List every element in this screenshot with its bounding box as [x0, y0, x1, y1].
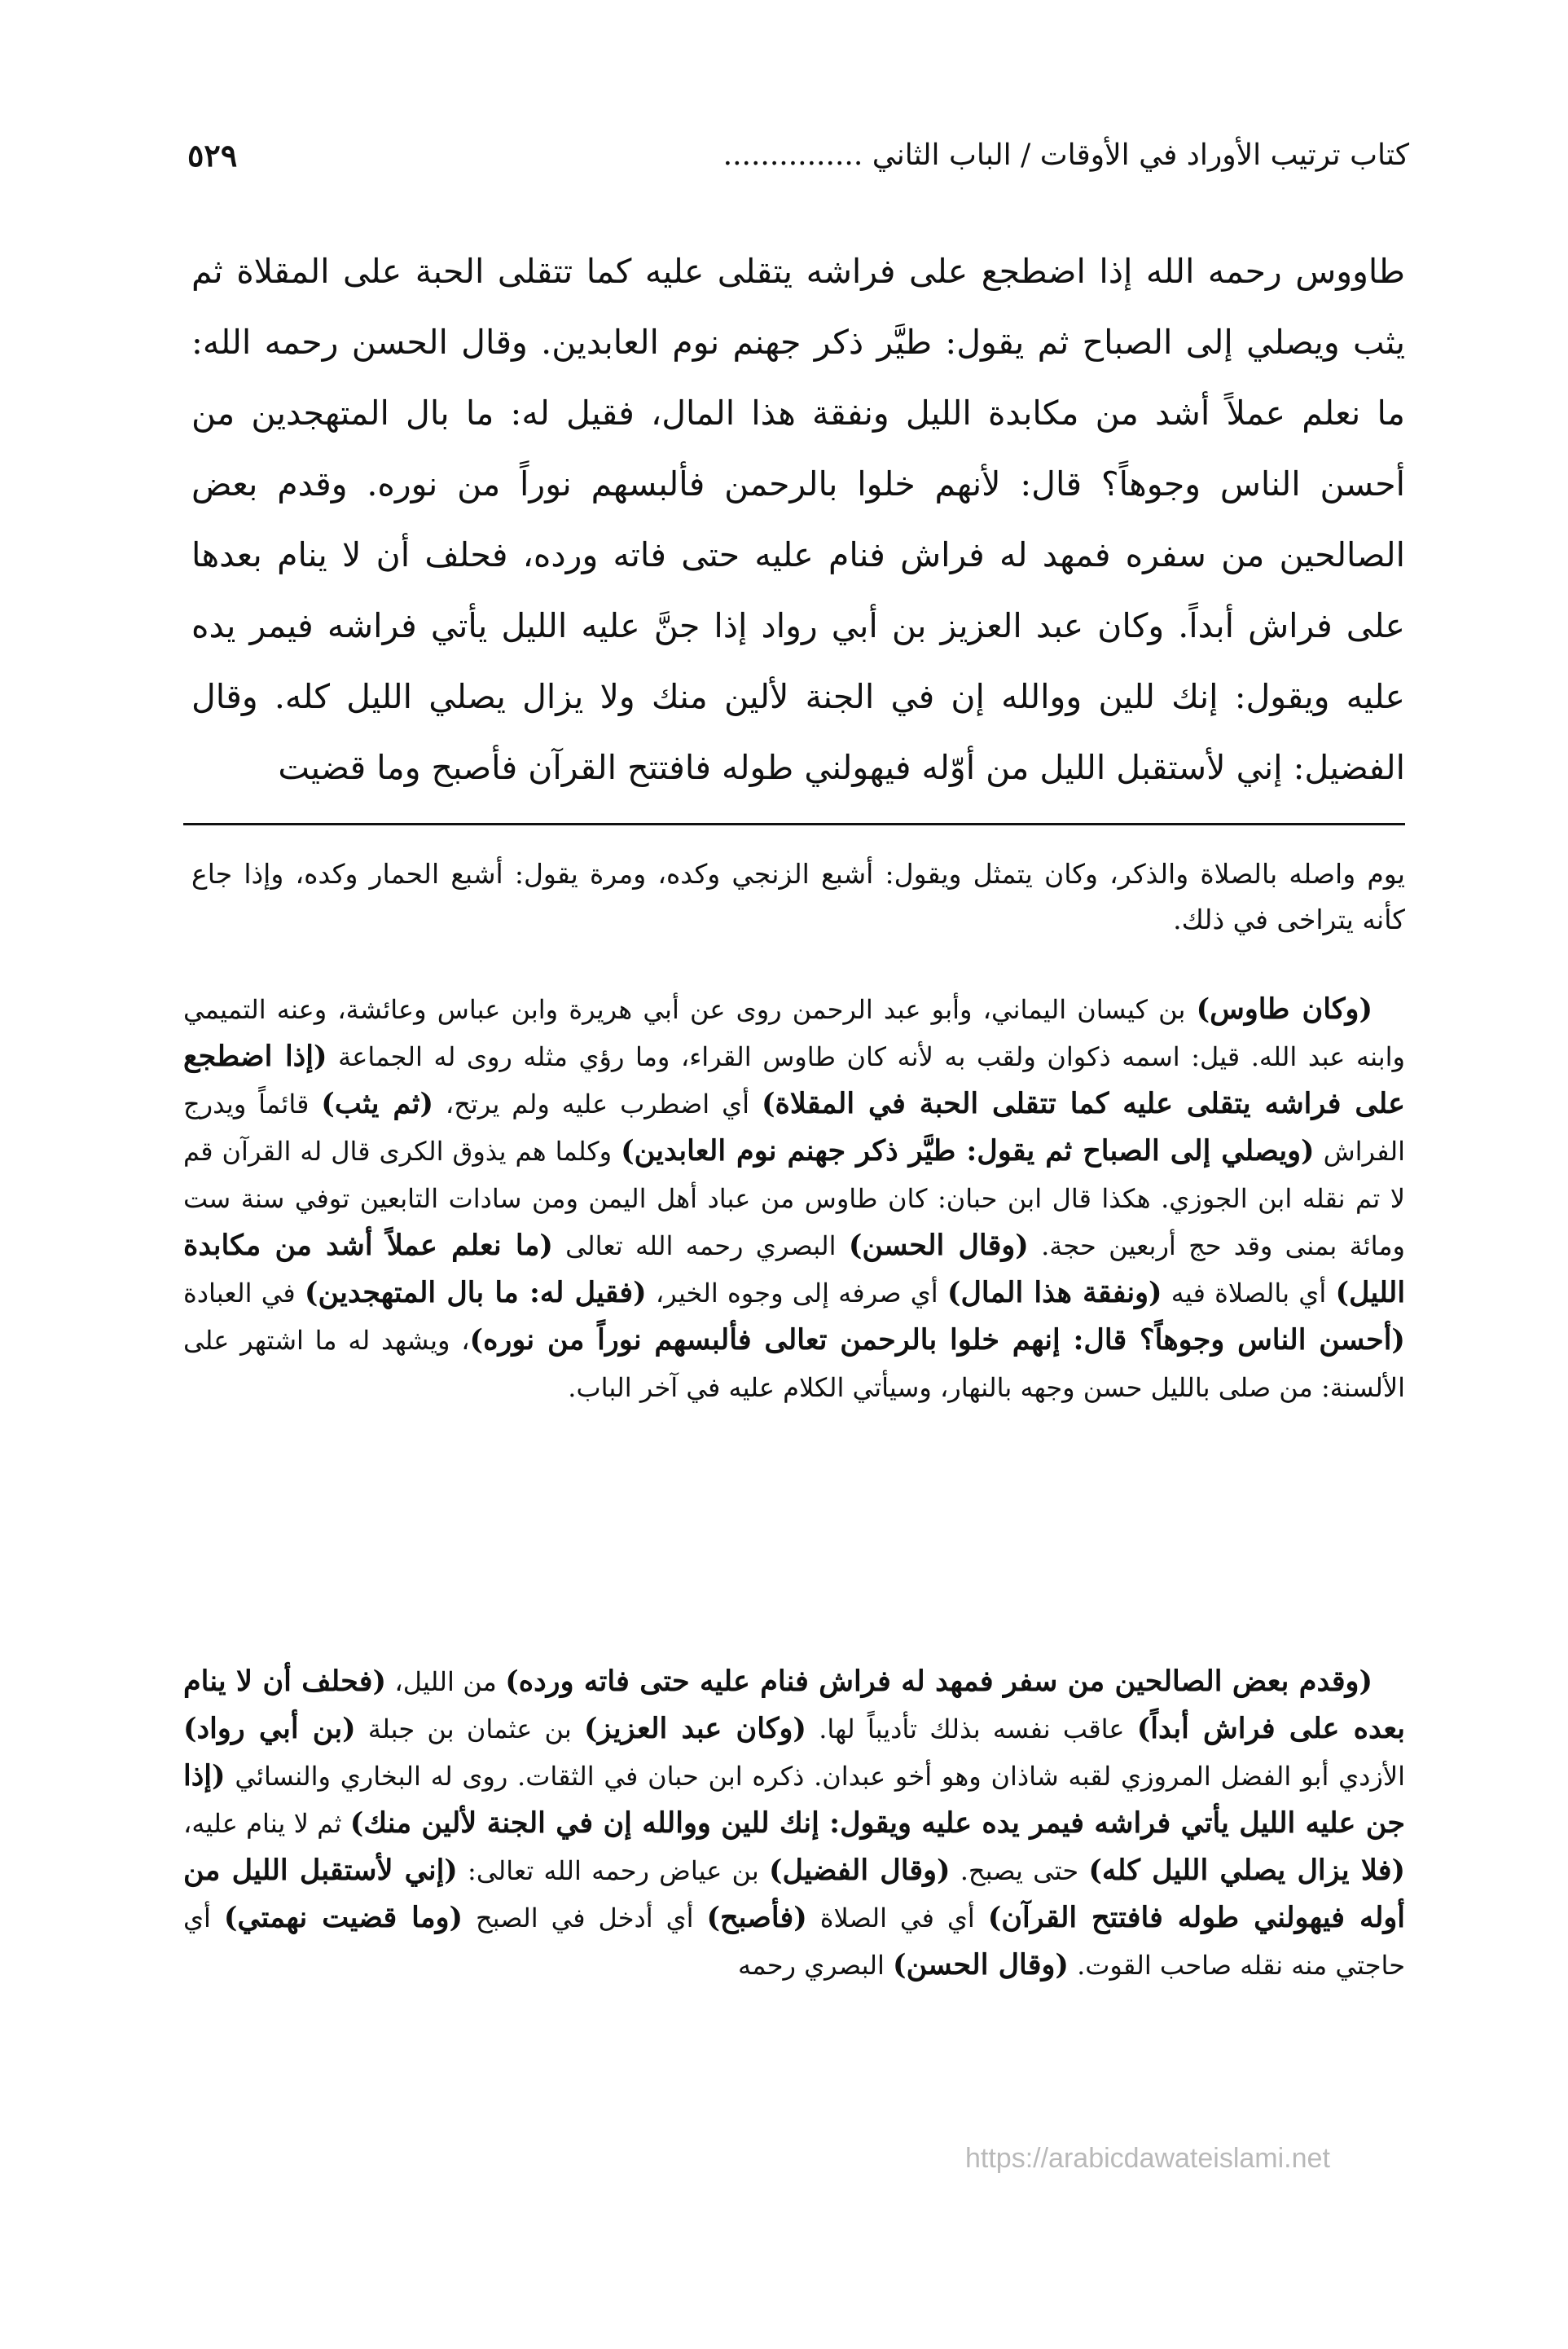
commentary-text: أي في الصلاة: [806, 1903, 988, 1933]
commentary-text: أي حاجتي منه نقله صاحب القوت.: [183, 1903, 1405, 1981]
chapter-title: كتاب ترتيب الأوراد في الأوقات / الباب الثاني ...............: [723, 138, 1409, 172]
commentary-text: عاقب نفسه بذلك تأديباً لها.: [806, 1713, 1137, 1744]
commentary-text: أي اضطرب عليه ولم يرتح،: [433, 1089, 762, 1120]
commentary-text: في العبادة: [183, 1278, 305, 1309]
commentary-text: الأزدي أبو الفضل المروزي لقبه شاذان وهو أخو عبدان. ذكره ابن حبان في الثقات. روى له البخاري والنسائي: [225, 1761, 1405, 1792]
quoted-matn-text: (ونفقة هذا المال): [947, 1276, 1162, 1309]
commentary-text: ثم لا ينام عليه،: [183, 1808, 350, 1839]
quoted-matn-text: (وكان طاوس): [1196, 992, 1373, 1026]
quoted-matn-text: (فقيل له: ما بال المتهجدين): [304, 1276, 647, 1309]
main-paragraph: طاووس رحمه الله إذا اضطجع على فراشه يتقلى عليه كما تتقلى الحبة على المقلاة ثم يثب ويصلي إلى الصباح ثم يقول: طيَّر ذكر جهنم نوم العابدين. وقال الحسن رحمه الله: ما نعلم عملاً أشد من مكابدة الليل ونفقة هذا المال، فقيل له: ما بال المتهجدين من أحسن الناس وجوهاً؟ قال: لأنهم خلوا بالرحمن فألبسهم نوراً من نوره. وقدم بعض الصالحين من سفره فمهد له فراش فنام عليه حتى فاته ورده، فحلف أن لا ينام بعدها على فراش أبداً. وكان عبد العزيز بن أبي رواد إذا جنَّ عليه الليل يأتي فراشه فيمر يده عليه ويقول: إنك للين ووالله إن في الجنة لألين منك ولا يزال يصلي الليل كله. وقال الفضيل: إني لأستقبل الليل من أوّله فيهولني طوله فافتتح القرآن فأصبح وما قضيت: [191, 252, 1405, 787]
commentary-text: حتى يصبح.: [950, 1855, 1089, 1886]
commentary-text: من الليل،: [386, 1666, 506, 1697]
commentary-paragraph: [183, 1658, 1405, 1989]
quoted-matn-text: (وكان عبد العزيز): [584, 1712, 806, 1745]
commentary-text: أي بالصلاة فيه: [1162, 1278, 1336, 1309]
commentary-text: قائماً ويدرج الفراش: [183, 1089, 1406, 1167]
footnote: [191, 851, 1405, 943]
commentary-text: أي صرفه إلى وجوه الخير،: [646, 1278, 947, 1309]
commentary-text: بن عثمان بن جبلة: [355, 1713, 585, 1744]
quoted-matn-text: (بن أبي رواد): [183, 1712, 356, 1745]
quoted-matn-text: (إني لأستقبل الليل من أوله فيهولني طوله فافتتح القرآن): [183, 1854, 1405, 1934]
commentary-text: البصري رحمه: [738, 1950, 894, 1981]
quoted-matn-text: (وقال الحسن): [848, 1229, 1029, 1262]
separator-rule: [183, 823, 1405, 825]
quoted-matn-text: (فلا يزال يصلي الليل كله): [1088, 1854, 1406, 1887]
quoted-matn-text: (فحلف أن لا ينام بعده على فراش أبداً): [183, 1665, 1405, 1745]
commentary-text: ، ويشهد له ما اشتهر على الألسنة: من صلى بالليل حسن وجهه بالنهار، وسيأتي الكلام عليه في آخر الباب.: [183, 1325, 1405, 1403]
watermark-url: https://arabicdawateislami.net: [965, 2143, 1330, 2174]
footnote-text: يوم واصله بالصلاة والذكر، وكان يتمثل ويقول: أشبع الزنجي وكده، ومرة يقول: أشبع الحمار وكده، وإذا جاع كأنه يتراخى في ذلك.: [191, 858, 1405, 935]
commentary-section-1: [183, 986, 1405, 1411]
quoted-matn-text: (أحسن الناس وجوهاً؟ قال: إنهم خلوا بالرحمن تعالى فألبسهم نوراً من نوره): [469, 1323, 1405, 1357]
commentary-text: أي أدخل في الصبح: [463, 1903, 707, 1933]
main-text: [191, 236, 1405, 803]
quoted-matn-text: (إذا جن عليه الليل يأتي فراشه فيمر يده عليه ويقول: إنك للين ووالله إن في الجنة لألين منك): [183, 1759, 1406, 1840]
running-header: [187, 130, 1409, 179]
quoted-matn-text: (وقدم بعض الصالحين من سفر فمهد له فراش فنام عليه حتى فاته ورده): [505, 1665, 1373, 1698]
quoted-matn-text: (ما نعلم عملاً أشد من مكابدة الليل): [183, 1229, 1406, 1309]
quoted-matn-text: (ويصلي إلى الصباح ثم يقول: طيَّر ذكر جهنم نوم العابدين): [621, 1134, 1315, 1168]
commentary-text: البصري رحمه الله تعالى: [552, 1230, 849, 1261]
commentary-text: وكلما هم يذوق الكرى قال له القرآن قم لا تم نقله ابن الجوزي. هكذا قال ابن حبان: كان طاوس من عباد أهل اليمن ومن سادات التابعين توفي سنة ست ومائة بمنى وقد حج أربعين حجة.: [183, 1136, 1406, 1261]
quoted-matn-text: (ثم يثب): [321, 1087, 434, 1120]
commentary-text: بن عياض رحمه الله تعالى:: [457, 1855, 769, 1886]
quoted-matn-text: (إذا اضطجع على فراشه يتقلى عليه كما تتقلى الحبة في المقلاة): [183, 1040, 1406, 1120]
commentary-paragraph: [183, 986, 1405, 1411]
quoted-matn-text: (وقال الفضيل): [769, 1854, 951, 1887]
commentary-section-2: [183, 1658, 1405, 1989]
quoted-matn-text: (فأصبح): [706, 1901, 807, 1934]
commentary-text: بن كيسان اليماني، وأبو عبد الرحمن روى عن أبي هريرة وابن عباس وعائشة، وعنه التميمي وابنه عبد الله. قيل: اسمه ذكوان ولقب به لأنه كان طاوس القراء، وما رؤي مثله روى له الجماعة: [183, 994, 1406, 1072]
quoted-matn-text: (وما قضيت نهمتي): [223, 1901, 463, 1934]
page-number: ٥٢٩: [187, 136, 238, 174]
quoted-matn-text: (وقال الحسن): [893, 1948, 1069, 1982]
